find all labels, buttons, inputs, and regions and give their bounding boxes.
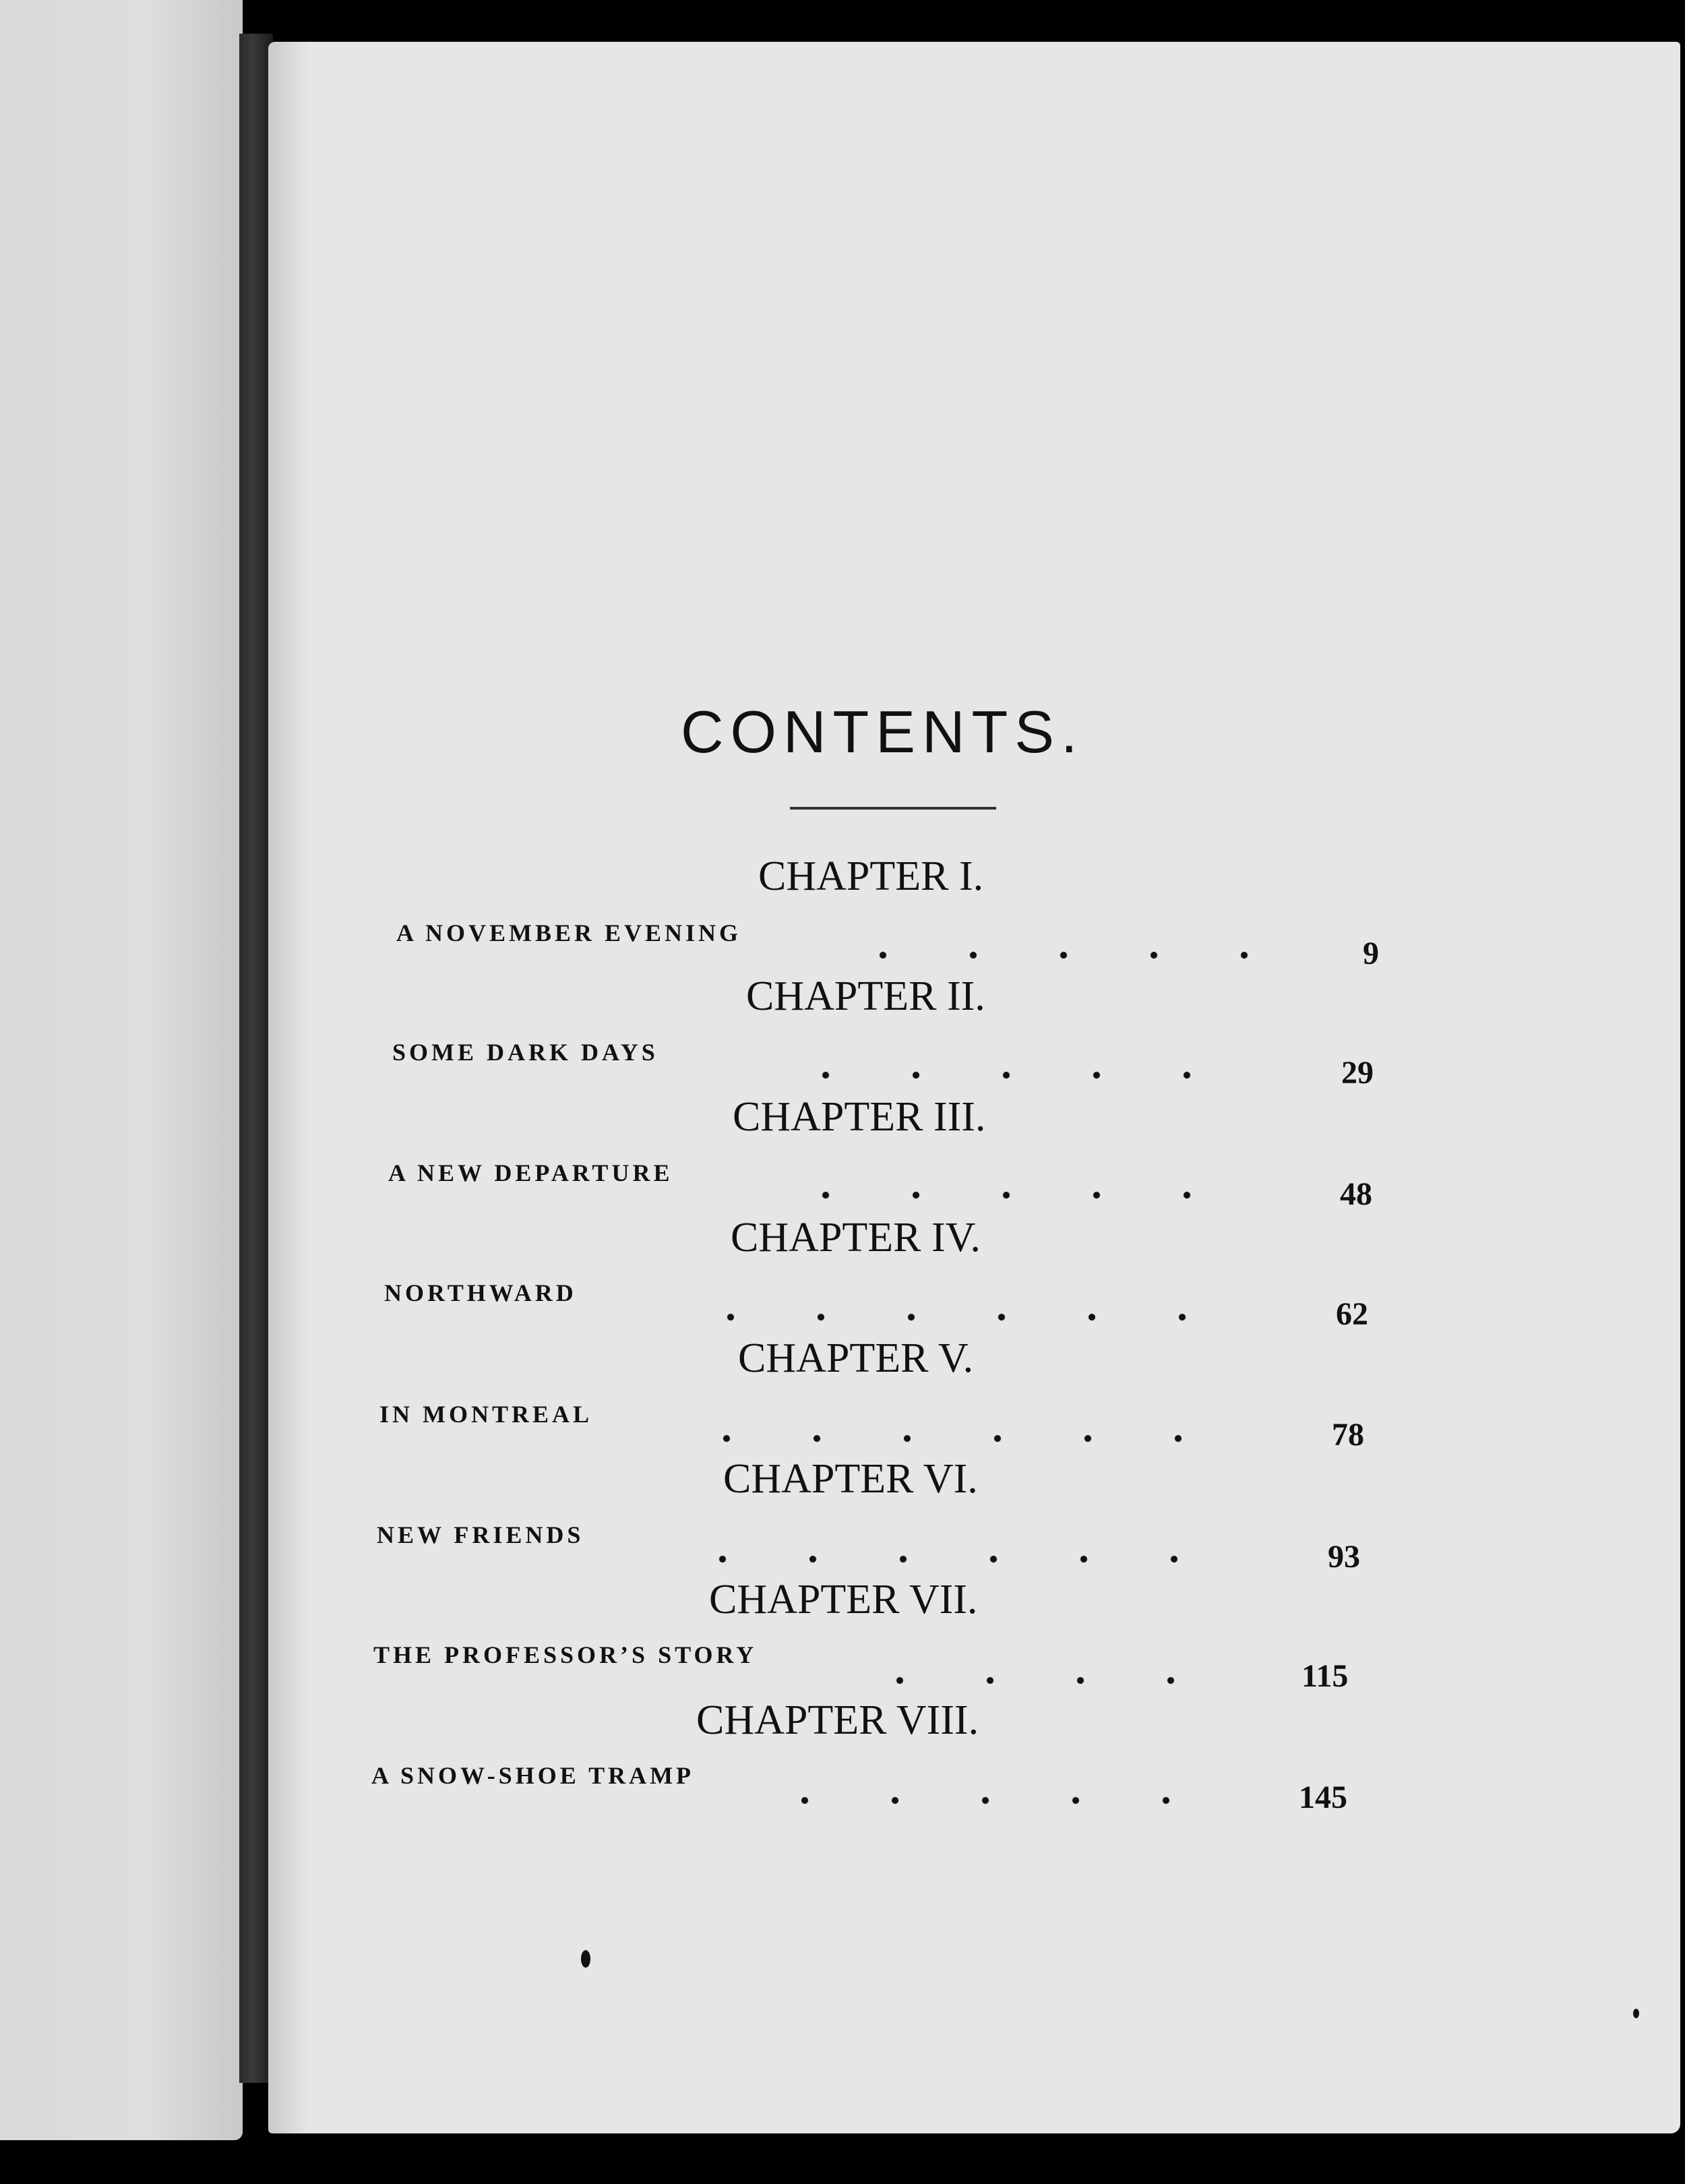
chapter-2-dot-leader <box>780 1068 1254 1082</box>
chapter-6-title: NEW FRIENDS <box>377 1521 584 1548</box>
chapter-8-dot-leader <box>760 1794 1246 1807</box>
chapter-6-dot-leader <box>677 1552 1249 1566</box>
chapter-8-page-number: 145 <box>1299 1780 1347 1815</box>
title-rule <box>790 807 996 810</box>
contents-title: CONTENTS. <box>681 698 1084 765</box>
chapter-1-title: A NOVEMBER EVENING <box>396 919 742 946</box>
chapter-4-dot-leader <box>685 1310 1252 1324</box>
chapter-8-heading: CHAPTER VIII. <box>696 1697 979 1743</box>
chapter-5-dot-leader <box>681 1432 1250 1445</box>
chapter-2-title: SOME DARK DAYS <box>392 1039 658 1066</box>
chapter-1-heading: CHAPTER I. <box>758 853 984 899</box>
chapter-3-title: A NEW DEPARTURE <box>388 1159 673 1186</box>
chapter-4-title: NORTHWARD <box>384 1279 577 1306</box>
chapter-6-heading: CHAPTER VI. <box>723 1456 978 1502</box>
chapter-2-page-number: 29 <box>1341 1055 1374 1091</box>
scan-speck <box>581 1950 590 1968</box>
chapter-1-dot-leader <box>838 948 1254 962</box>
chapter-3-heading: CHAPTER III. <box>733 1094 986 1140</box>
chapter-4-heading: CHAPTER IV. <box>731 1215 981 1261</box>
chapter-5-heading: CHAPTER V. <box>738 1335 974 1381</box>
chapter-7-page-number: 115 <box>1301 1658 1349 1694</box>
chapter-2-heading: CHAPTER II. <box>746 973 985 1019</box>
chapter-7-dot-leader <box>855 1674 1248 1687</box>
chapter-8-title: A SNOW-SHOE TRAMP <box>371 1762 695 1789</box>
chapter-1-page-number: 9 <box>1363 936 1379 971</box>
left-page <box>0 0 243 2140</box>
chapter-4-page-number: 62 <box>1336 1296 1368 1332</box>
chapter-7-heading: CHAPTER VII. <box>709 1577 978 1622</box>
chapter-5-title: IN MONTREAL <box>379 1401 593 1428</box>
chapter-5-page-number: 78 <box>1332 1417 1364 1453</box>
chapter-6-page-number: 93 <box>1328 1539 1360 1575</box>
chapter-7-title: THE PROFESSOR’S STORY <box>373 1641 758 1668</box>
contents-page <box>268 42 1680 2133</box>
page-shadow <box>268 42 309 2133</box>
chapter-3-page-number: 48 <box>1340 1176 1372 1212</box>
scan-speck <box>1633 2009 1639 2018</box>
chapter-3-dot-leader <box>780 1188 1252 1202</box>
